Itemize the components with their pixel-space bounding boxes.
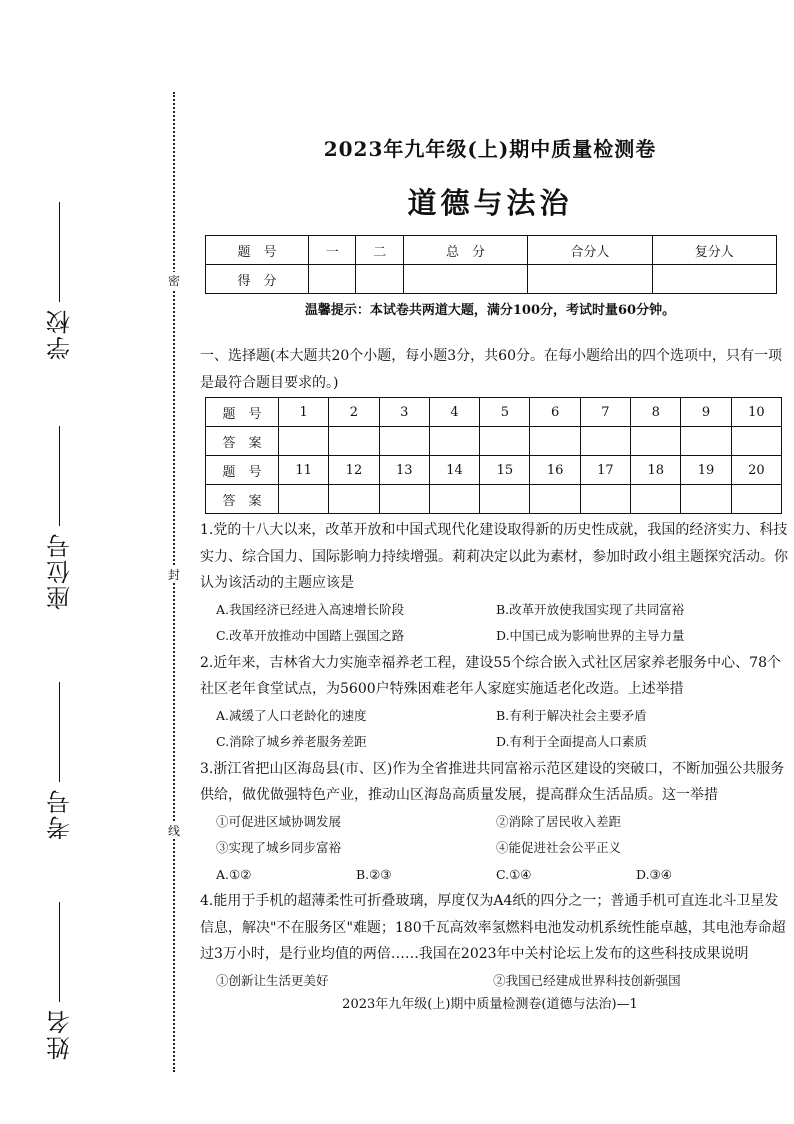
answer-cell[interactable] bbox=[429, 427, 479, 456]
table-row bbox=[206, 456, 782, 485]
table-cell: 一 bbox=[309, 236, 356, 265]
table-cell: 13 bbox=[379, 456, 429, 485]
table-cell: 7 bbox=[580, 398, 630, 427]
answer-cell[interactable] bbox=[279, 427, 329, 456]
table-cell: 题 号 bbox=[206, 456, 279, 485]
statement-row bbox=[200, 968, 790, 995]
statement: ①创新让生活更美好 bbox=[216, 972, 329, 988]
table-cell: 6 bbox=[530, 398, 580, 427]
table-cell: 二 bbox=[356, 236, 403, 265]
seat-field[interactable] bbox=[40, 410, 80, 610]
answer-cell[interactable] bbox=[329, 485, 379, 514]
statement: ④能促进社会公平正义 bbox=[496, 840, 622, 855]
questions-block bbox=[200, 517, 790, 994]
option[interactable]: D.有利于全面提高人口素质 bbox=[496, 734, 648, 749]
statement: ②消除了居民收入差距 bbox=[496, 813, 622, 829]
question-stem: 4.能用于手机的超薄柔性可折叠玻璃，厚度仅为A4纸的四分之一；普通手机可直连北斗卫星发信息，解决"不在服务区"难题；180千瓦高效率氢燃料电池发动机系统性能卓越，其电池寿命超过3万小时，是行业均值的两倍……我国在2023年中关村论坛上发布的这些科技成果说明 bbox=[200, 893, 786, 962]
answer-cell[interactable] bbox=[379, 427, 429, 456]
table-cell: 18 bbox=[631, 456, 681, 485]
table-cell: 4 bbox=[429, 398, 479, 427]
answer-cell[interactable] bbox=[480, 427, 530, 456]
question-stem: 3.浙江省把山区海岛县(市、区)作为全省推进共同富裕示范区建设的突破口，不断加强公共服务供给，做优做强特色产业，推动山区海岛高质量发展，提高群众生活品质。这一举措 bbox=[200, 760, 785, 803]
option[interactable]: B.改革开放使我国实现了共同富裕 bbox=[496, 601, 685, 617]
table-cell: 19 bbox=[681, 456, 731, 485]
page-footer: 2023年九年级(上)期中质量检测卷(道德与法治)—1 bbox=[342, 997, 638, 1012]
table-cell: 3 bbox=[379, 398, 429, 427]
exam-number-field[interactable] bbox=[40, 640, 80, 840]
option-row bbox=[200, 623, 790, 650]
answer-cell[interactable] bbox=[379, 485, 429, 514]
option-row bbox=[200, 597, 790, 624]
table-row bbox=[206, 265, 777, 294]
answer-cell[interactable] bbox=[480, 485, 530, 514]
table-cell: 5 bbox=[480, 398, 530, 427]
answer-cell[interactable] bbox=[681, 485, 731, 514]
score-input-cell[interactable] bbox=[309, 265, 356, 294]
exam-title: 2023年九年级(上)期中质量检测卷 bbox=[323, 137, 657, 161]
option[interactable]: D.中国已成为影响世界的主导力量 bbox=[496, 628, 685, 643]
answer-cell[interactable] bbox=[731, 427, 781, 456]
table-cell: 得 分 bbox=[206, 265, 309, 294]
answer-cell[interactable] bbox=[631, 485, 681, 514]
option[interactable]: A.我国经济已经进入高速增长阶段 bbox=[216, 601, 405, 617]
table-cell: 12 bbox=[329, 456, 379, 485]
table-cell: 15 bbox=[480, 456, 530, 485]
answer-cell[interactable] bbox=[631, 427, 681, 456]
answer-cell[interactable] bbox=[580, 485, 630, 514]
option[interactable]: C.消除了城乡养老服务差距 bbox=[216, 734, 367, 749]
statement: ②我国已经建成世界科技创新强国 bbox=[493, 972, 681, 988]
question-stem: 2.近年来，吉林省大力实施幸福养老工程，建设55个综合嵌入式社区居家养老服务中心、78个社区老年食堂试点，为5600户特殊困难老年人家庭实施适老化改造。上述举措 bbox=[200, 654, 781, 697]
table-cell: 合分人 bbox=[528, 236, 652, 265]
tip-text: 温馨提示：本试卷共两道大题，满分100分，考试时量60分钟。 bbox=[304, 303, 676, 318]
score-input-cell[interactable] bbox=[652, 265, 776, 294]
table-cell: 16 bbox=[530, 456, 580, 485]
question-stem: 1.党的十八大以来，改革开放和中国式现代化建设取得新的历史性成就，我国的经济实力、科技实力、综合国力、国际影响力持续增强。莉莉决定以此为素材，参加时政小组主题探究活动。你认为该活动的主题应该是 bbox=[200, 522, 788, 591]
table-row bbox=[206, 398, 782, 427]
score-input-cell[interactable] bbox=[528, 265, 652, 294]
school-label: 学校 bbox=[46, 308, 75, 360]
school-field[interactable] bbox=[40, 160, 80, 360]
answer-cell[interactable] bbox=[329, 427, 379, 456]
option[interactable]: A.①② bbox=[216, 866, 252, 882]
table-cell: 11 bbox=[279, 456, 329, 485]
option[interactable]: D.③④ bbox=[636, 866, 672, 882]
table-cell: 1 bbox=[279, 398, 329, 427]
seal-mark: 线 bbox=[167, 824, 180, 838]
option[interactable]: C.①④ bbox=[496, 866, 532, 882]
name-label: 姓名 bbox=[46, 1008, 75, 1060]
option[interactable]: C.改革开放推动中国踏上强国之路 bbox=[216, 628, 405, 643]
option-row bbox=[200, 862, 790, 889]
table-cell: 复分人 bbox=[652, 236, 776, 265]
answer-cell[interactable] bbox=[279, 485, 329, 514]
option[interactable]: B.有利于解决社会主要矛盾 bbox=[496, 707, 647, 723]
answer-cell[interactable] bbox=[530, 485, 580, 514]
seal-mark: 封 bbox=[167, 568, 180, 582]
table-cell: 2 bbox=[329, 398, 379, 427]
option-row bbox=[200, 729, 790, 756]
table-cell: 20 bbox=[731, 456, 781, 485]
section-heading: 一、选择题(本大题共20个小题，每小题3分，共60分。在每小题给出的四个选项中，只有一项是最符合题目要求的。) bbox=[200, 348, 782, 391]
answer-cell[interactable] bbox=[530, 427, 580, 456]
answer-cell[interactable] bbox=[429, 485, 479, 514]
table-cell: 17 bbox=[580, 456, 630, 485]
name-field[interactable] bbox=[40, 860, 80, 1060]
statement: ①可促进区域协调发展 bbox=[216, 813, 342, 829]
answer-cell[interactable] bbox=[731, 485, 781, 514]
answer-table bbox=[205, 397, 782, 514]
table-cell: 答 案 bbox=[206, 427, 279, 456]
answer-cell[interactable] bbox=[580, 427, 630, 456]
score-input-cell[interactable] bbox=[403, 265, 527, 294]
statement-row bbox=[200, 809, 790, 836]
table-cell: 总 分 bbox=[403, 236, 527, 265]
option-row bbox=[200, 703, 790, 730]
table-cell: 题 号 bbox=[206, 236, 309, 265]
answer-cell[interactable] bbox=[681, 427, 731, 456]
statement-row bbox=[200, 835, 790, 862]
statement: ③实现了城乡同步富裕 bbox=[216, 840, 342, 855]
table-cell: 8 bbox=[631, 398, 681, 427]
table-row bbox=[206, 485, 782, 514]
table-row bbox=[206, 427, 782, 456]
table-cell: 题 号 bbox=[206, 398, 279, 427]
subject-title: 道德与法治 bbox=[407, 186, 573, 220]
table-row bbox=[206, 236, 777, 265]
option[interactable]: B.②③ bbox=[356, 866, 392, 882]
score-table bbox=[205, 235, 777, 294]
table-cell: 10 bbox=[731, 398, 781, 427]
option[interactable]: A.减缓了人口老龄化的速度 bbox=[216, 707, 367, 723]
score-input-cell[interactable] bbox=[356, 265, 403, 294]
table-cell: 答 案 bbox=[206, 485, 279, 514]
exam-number-label: 考号 bbox=[46, 788, 75, 840]
seal-mark: 密 bbox=[167, 274, 180, 288]
table-cell: 14 bbox=[429, 456, 479, 485]
table-cell: 9 bbox=[681, 398, 731, 427]
seat-label: 座位号 bbox=[46, 532, 75, 610]
